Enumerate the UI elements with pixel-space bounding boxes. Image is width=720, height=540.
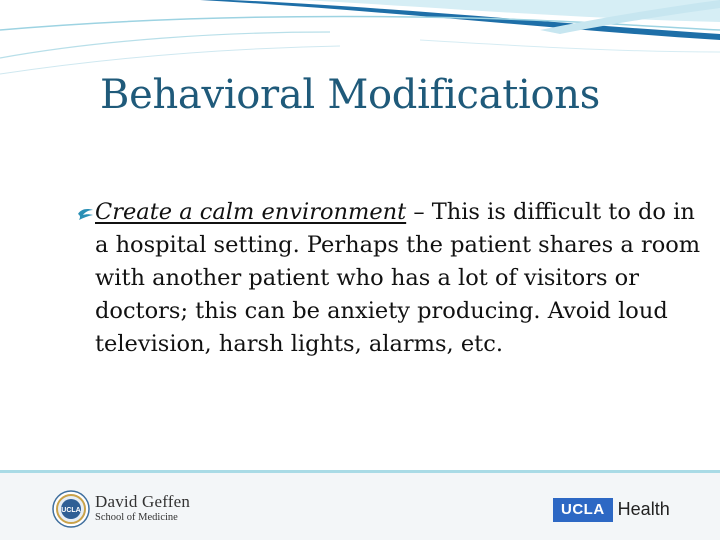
slide-title: Behavioral Modifications bbox=[100, 72, 600, 118]
bullet-icon bbox=[77, 206, 95, 222]
bullet-body: – This is difficult to do in a hospital setting. Perhaps the patient shares a room with another patient who has a lot of visitors or doctors; this can be anxiety producing. Avoid loud television, harsh lights, alarms, etc. bbox=[95, 199, 701, 357]
bullet-lead: Create a calm environment bbox=[95, 199, 407, 225]
ucla-health-logo-box: UCLA bbox=[553, 498, 613, 522]
dgsom-logo-line1: David Geffen bbox=[95, 492, 191, 511]
bullet-text bbox=[95, 196, 707, 361]
ucla-health-logo-word: Health bbox=[617, 499, 670, 519]
ucla-health-logo bbox=[553, 497, 670, 522]
dgsom-logo-line2: School of Medicine bbox=[95, 512, 178, 523]
ucla-seal-icon bbox=[52, 490, 90, 528]
dgsom-logo bbox=[95, 493, 190, 525]
seal-label: UCLA bbox=[61, 507, 81, 514]
